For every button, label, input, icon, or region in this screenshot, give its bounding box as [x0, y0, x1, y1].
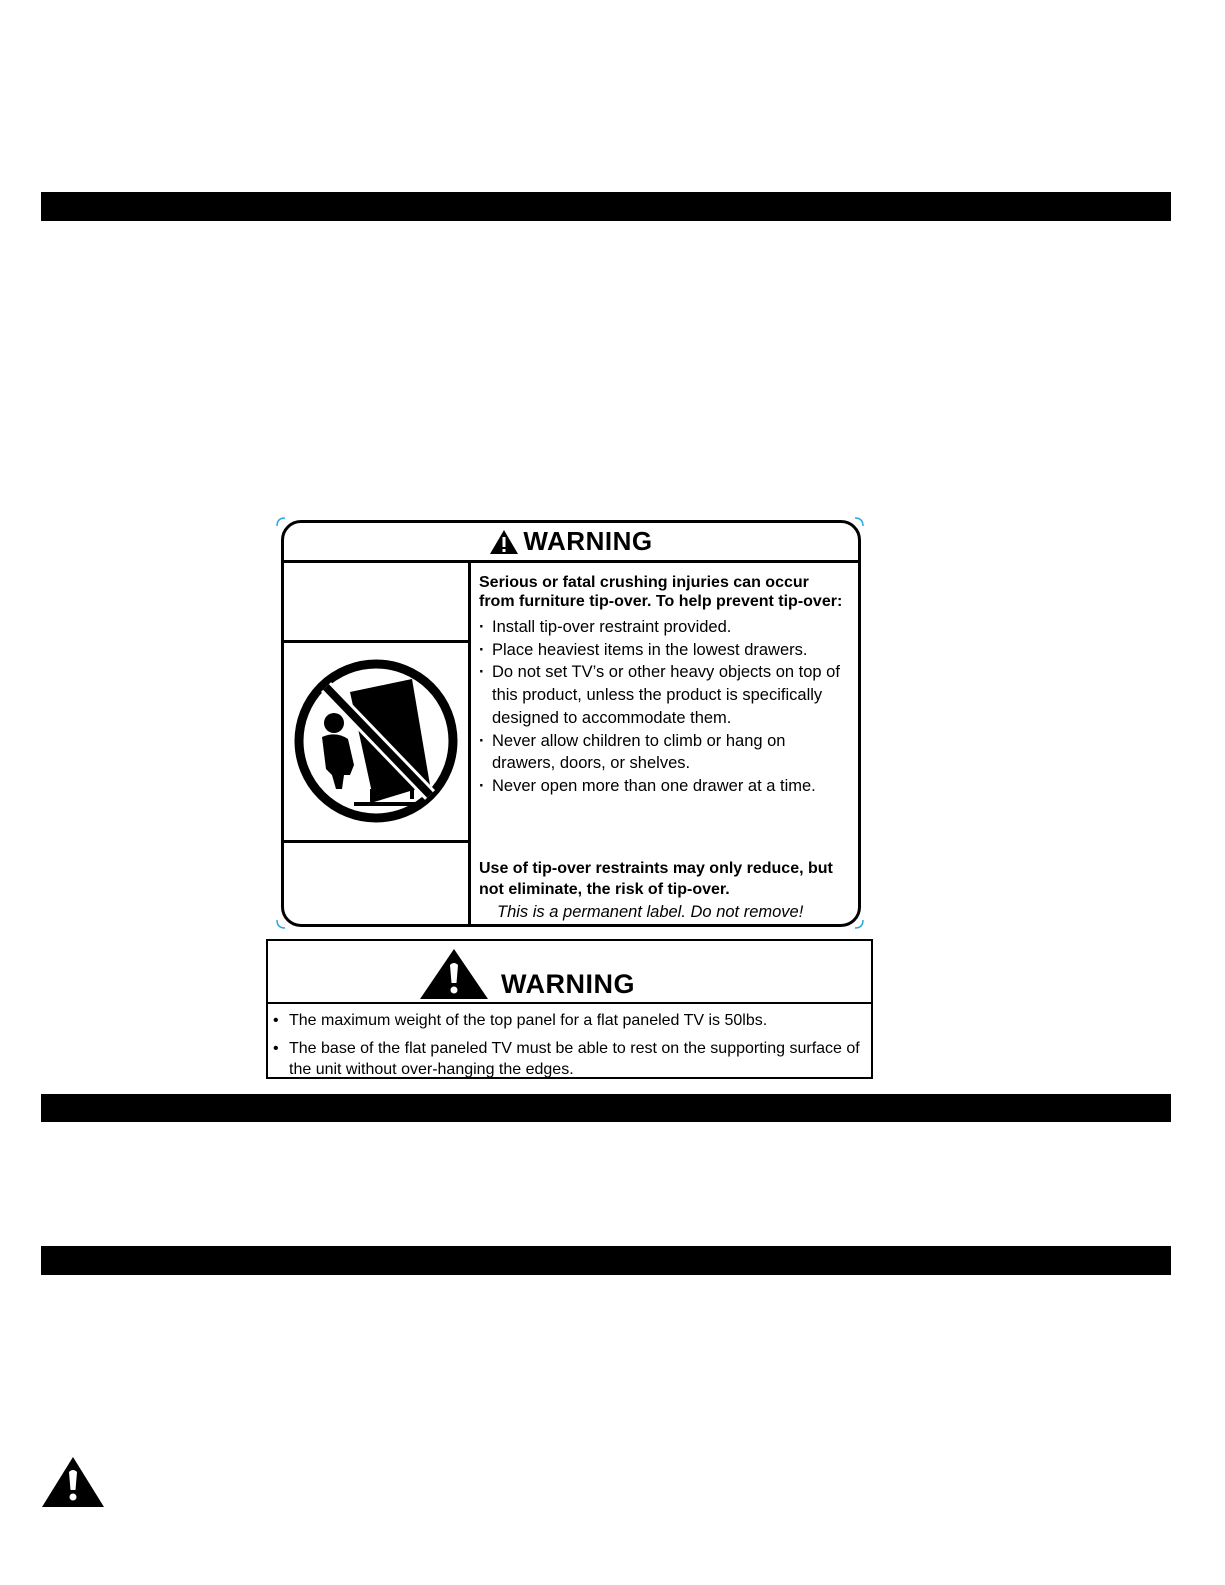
warning-lead-text: Serious or fatal crushing injuries can occur from furniture tip-over. To help prevent tip-over:	[479, 574, 843, 610]
warning-list	[479, 616, 848, 798]
list-item: · Never allow children to climb or hang on drawers, doors, or shelves.	[479, 730, 848, 775]
list-item: • The base of the flat paneled TV must be able to rest on the supporting surface of the unit without over-hanging the edges.	[273, 1038, 861, 1080]
section-header-bar	[41, 192, 1171, 221]
warning-triangle-icon	[489, 529, 519, 555]
permanent-label-note: This is a permanent label. Do not remove!	[497, 903, 804, 921]
tv-weight-warning-label	[266, 939, 873, 1079]
warning-list	[273, 1010, 861, 1087]
list-item: • The maximum weight of the top panel for a flat paneled TV is 50lbs.	[273, 1010, 861, 1031]
warning-triangle-icon	[419, 948, 489, 1000]
label-header	[268, 941, 871, 1004]
warning-text-column	[479, 573, 848, 924]
warning-triangle-icon	[41, 1456, 105, 1508]
list-item: · Place heaviest items in the lowest drawers.	[479, 639, 848, 662]
list-item: · Install tip-over restraint provided.	[479, 616, 848, 639]
section-header-bar	[41, 1094, 1171, 1122]
tipover-warning-label	[276, 517, 864, 929]
no-tipover-icon	[292, 657, 460, 825]
label-title: WARNING	[523, 526, 653, 556]
list-item: · Do not set TV’s or other heavy objects on top of this product, unless the product is specifically designed to accommodate them.	[479, 661, 848, 729]
list-item: · Never open more than one drawer at a time.	[479, 775, 848, 798]
pictogram-column	[284, 563, 471, 924]
label-header	[284, 523, 858, 563]
restraint-note: Use of tip-over restraints may only reduce, but not eliminate, the risk of tip-over.	[479, 860, 833, 898]
section-header-bar	[41, 1246, 1171, 1275]
label-title: WARNING	[501, 969, 635, 999]
